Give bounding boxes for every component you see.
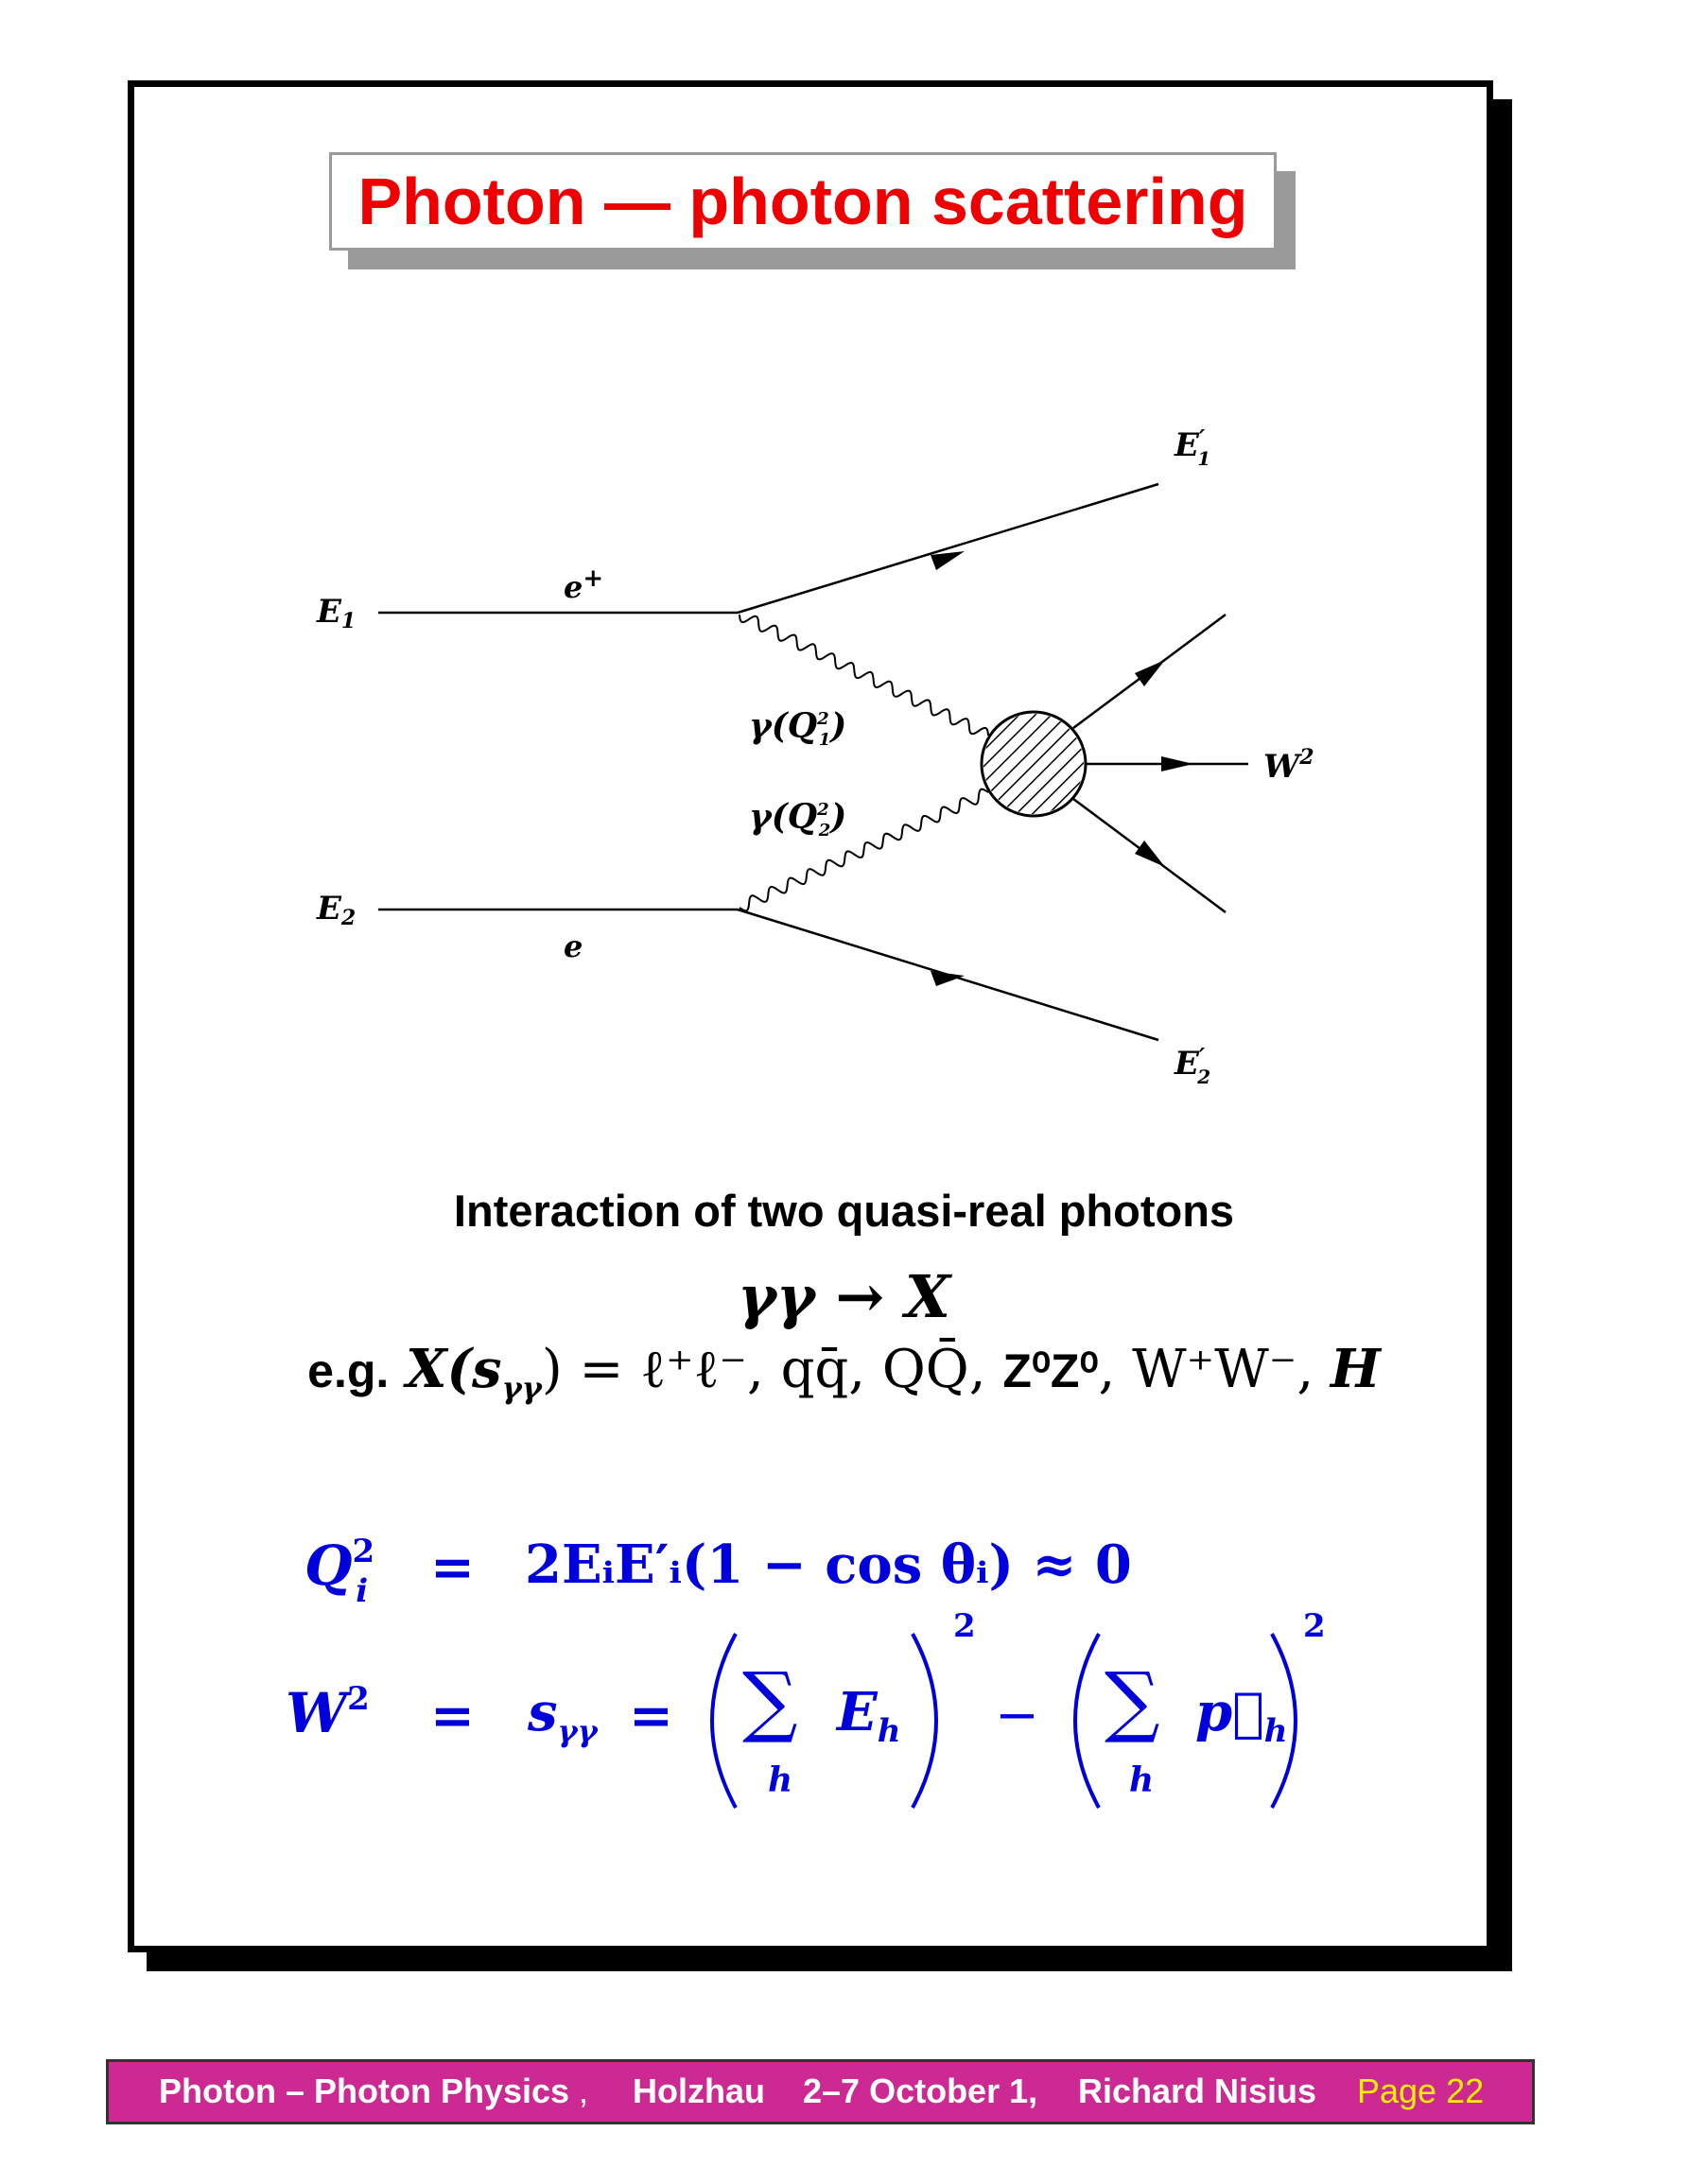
- arrow-up-line: [931, 551, 965, 570]
- q2-eq-sign: =: [430, 1536, 475, 1599]
- blob-arrow-middle: [1161, 756, 1193, 771]
- blob-arrow-lower: [1135, 841, 1165, 867]
- label-gamma1: $\gamma(Q^2$ 1): [749, 706, 847, 750]
- sum-index-2: h: [1129, 1760, 1155, 1800]
- footer-page: Page 22: [1357, 2071, 1485, 2110]
- process-equation: γγ → X: [737, 1262, 951, 1331]
- eg-math-c: , W⁺W⁻,: [1098, 1339, 1331, 1400]
- footer-dates: 2–7 October 1,: [803, 2071, 1038, 2110]
- q2-rhs: 2EᵢE′ᵢ(1 − cos θᵢ) ≈ 0: [525, 1534, 1132, 1596]
- eg-z: Z⁰Z⁰: [1002, 1344, 1099, 1397]
- w2-lhs: $W^2$: [286, 1680, 370, 1745]
- interaction-blob-hatch: [983, 714, 1084, 814]
- eg-math-b: ) = ℓ⁺ℓ⁻, qq̄, QQ̄,: [541, 1339, 1003, 1400]
- eg-math-a: X(s: [406, 1338, 502, 1400]
- w2-eq-sign: =: [430, 1685, 475, 1747]
- label-electron: e: [564, 928, 583, 964]
- outgoing-positron-line: [738, 484, 1158, 613]
- example-equation: [0, 1338, 1688, 1406]
- footer-series: Photon – Photon Physics: [159, 2071, 570, 2110]
- sum-symbol-2: ∑: [1105, 1656, 1160, 1746]
- w2-s-gamma: $s_{\gamma\gamma}$: [528, 1681, 598, 1749]
- label-gamma2: $\gamma(Q^2$ 2): [749, 797, 847, 841]
- paren-right-1: [913, 1634, 936, 1808]
- w2-rhs-eq: =: [629, 1685, 673, 1747]
- paren-left-1: [712, 1634, 736, 1808]
- eg-h: H: [1330, 1338, 1381, 1400]
- sum-term-2: $p⃗_h$: [1195, 1681, 1288, 1750]
- sum-index-1: h: [768, 1760, 793, 1800]
- label-e1-prime: E′ 1: [1175, 425, 1211, 470]
- power-1: 2: [953, 1607, 976, 1645]
- footer-location: Holzhau: [633, 2071, 765, 2110]
- label-w2: $W^2$: [1263, 745, 1314, 786]
- diagram-caption: Interaction of two quasi-real photons: [453, 1186, 1235, 1236]
- sum-symbol-1: ∑: [742, 1656, 798, 1746]
- minus-sign: −: [995, 1685, 1039, 1746]
- label-e2: E2: [317, 890, 357, 930]
- slide-title: Photon — photon scattering: [357, 165, 1248, 238]
- footer-comma: ,: [579, 2071, 589, 2110]
- eg-prefix: e.g.: [307, 1344, 390, 1397]
- label-e2-prime: E′ 2: [1175, 1043, 1211, 1088]
- paren-left-2: [1075, 1634, 1099, 1808]
- sum-term-1: $E_h$: [837, 1681, 901, 1750]
- blob-arrow-upper: [1135, 660, 1165, 686]
- footer-author: Richard Nisius: [1078, 2071, 1317, 2110]
- eg-math-a-sub: γγ: [501, 1370, 542, 1407]
- power-2: 2: [1303, 1607, 1326, 1645]
- label-e1: E1: [317, 593, 357, 633]
- label-positron: e+: [564, 564, 604, 605]
- footer-bar: [106, 2059, 1535, 2124]
- q2-lhs: $Q^2_i$: [305, 1533, 375, 1610]
